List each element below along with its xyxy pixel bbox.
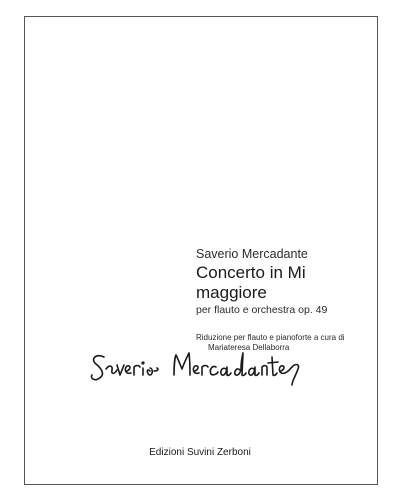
work-title: Concerto in Mi maggiore — [196, 263, 306, 302]
work-subtitle: per flauto e orchestra op. 49 — [196, 304, 328, 316]
publisher-name: Edizioni Suvini Zerboni — [149, 447, 251, 458]
score-cover-page — [24, 16, 378, 485]
reduction-credit: Riduzione per flauto e pianoforte a cura di — [196, 333, 345, 342]
composer-name: Saverio Mercadante — [196, 247, 308, 261]
composer-signature — [86, 335, 336, 395]
editor-name: Mariateresa Dellaborra — [208, 343, 290, 352]
